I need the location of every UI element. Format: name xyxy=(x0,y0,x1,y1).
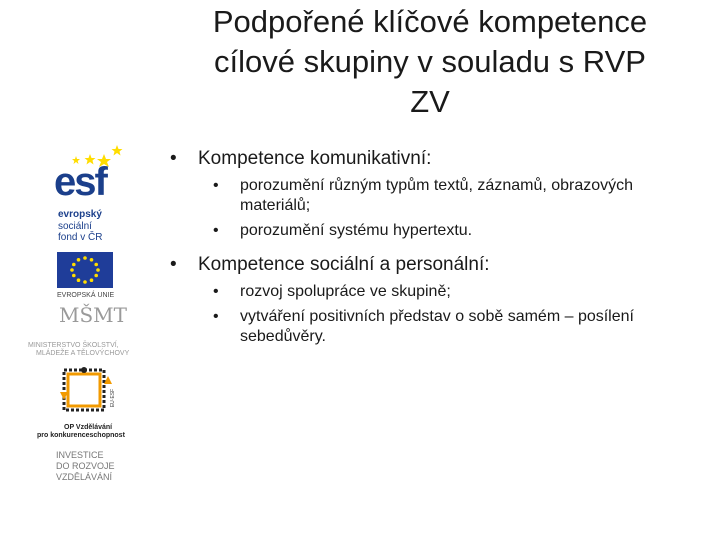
msmt-mark: MŠMT xyxy=(59,303,127,327)
op-square-icon xyxy=(58,364,116,420)
title-line-3: ZV xyxy=(410,84,450,119)
msmt-line-2: MLÁDEŽE A TĚLOVÝCHOVY xyxy=(36,350,130,357)
list-item: • rozvoj spolupráce ve skupině; xyxy=(170,282,705,302)
eu-stars-icon xyxy=(57,252,113,288)
eu-caption: EVROPSKÁ UNIE xyxy=(57,292,115,299)
op-side-label: EU·ESF xyxy=(110,388,117,408)
list-item: • porozumění různým typům textů, záznamů, obrazových materiálů; xyxy=(170,176,705,216)
eu-flag-logo xyxy=(57,252,113,288)
title-line-1: Podpořené klíčové kompetence xyxy=(212,4,648,39)
op-logo xyxy=(58,364,116,420)
op-line-2: pro konkurenceschopnost xyxy=(37,432,125,439)
msmt-logo xyxy=(57,303,127,344)
investice-line-2: DO ROZVOJE xyxy=(56,461,115,471)
list-item: • vytváření positivních představ o sobě samém – posílení sebedůvěry. xyxy=(170,307,705,347)
section-items xyxy=(170,282,705,347)
section-heading: • Kompetence sociální a personální: xyxy=(170,253,705,277)
esf-line-1: evropský xyxy=(58,209,102,220)
section-items xyxy=(170,176,705,241)
esf-wordmark: esf xyxy=(54,160,106,204)
slide-title xyxy=(160,2,700,122)
investice-line-3: VZDĚLÁVÁNÍ xyxy=(56,472,113,482)
esf-line-3: fond v ČR xyxy=(58,232,103,243)
list-item: • porozumění systému hypertextu. xyxy=(170,221,705,241)
esf-line-2: sociální xyxy=(58,221,92,232)
investice-line-1: INVESTICE xyxy=(56,450,104,460)
msmt-mark-icon xyxy=(57,303,127,344)
slide-content xyxy=(170,147,705,359)
section-heading: • Kompetence komunikativní: xyxy=(170,147,705,171)
logo-column xyxy=(0,0,160,540)
op-line-1: OP Vzdělávání xyxy=(64,424,113,431)
msmt-line-1: MINISTERSTVO ŠKOLSTVÍ, xyxy=(28,342,119,349)
title-line-2: cílové skupiny v souladu s RVP xyxy=(214,44,646,79)
